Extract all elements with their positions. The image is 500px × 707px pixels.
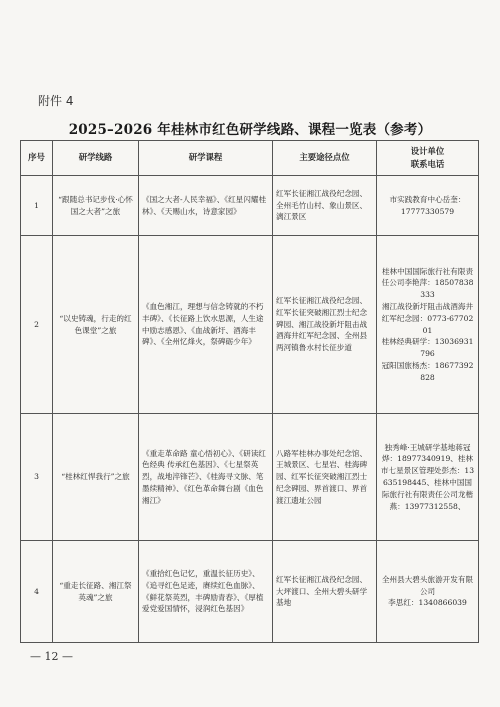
table-row (21, 236, 479, 414)
row-index: 3 (21, 414, 53, 541)
unit-line: 17777330579 (400, 206, 455, 216)
header-route: 研学线路 (53, 141, 139, 176)
header-unit-line1: 设计单位 (410, 145, 445, 156)
route-course-table (20, 140, 479, 643)
row-route: “以史铸魂，行走的红色课堂”之旅 (53, 236, 139, 414)
header-unit-line2: 联系电话 (410, 159, 445, 169)
unit-line: 桂林经典研学：13036931796 (381, 337, 474, 359)
row-course: 《重走革命路 童心悟初心》、《研读红色经典 传承红色基因》、《七星祭英烈，战地淬锋芒》、《桂海寻文脉、笔墨续精神》、《红色革命舞台剧《血色湘江》 (139, 414, 273, 541)
row-route: “桂林红悍我行”之旅 (53, 414, 139, 541)
table-row (21, 414, 479, 541)
row-unit (377, 176, 479, 236)
header-sites: 主要途径点位 (273, 141, 377, 176)
unit-line: 独秀峰·王城研学基地蒋冠烨：18977340919、桂林市七星景区管理处彭杰：13635198445、桂林中国国际旅行社有限责任公司龙楷燕：13977312558、 (380, 442, 475, 511)
unit-line: 桂林中国国际旅行社有限责任公司李艳萍：18507838333 (381, 266, 474, 300)
row-index: 4 (21, 541, 53, 643)
unit-line: 市实践教育中心岳奎： (389, 194, 466, 204)
table-header-row (21, 141, 479, 176)
row-sites: 红军长征湘江战役纪念园、红军长征突破湘江烈士纪念碑园、湘江战役新圩阻击战酒海井红军纪念园、全州县两河镇鲁水村长征步道 (273, 236, 377, 414)
unit-line: 全州县大碧头旅游开发有限公司 (381, 574, 474, 596)
row-route: “重走长征路、湘江祭英魂”之旅 (53, 541, 139, 643)
row-course: 《重拾红色记忆，重温长征历史》、《追寻红色足迹，赓续红色血脉》、《鲜花祭英烈，丰碑励青春》、《厚植爱党爱国情怀，浸润红色基因》 (139, 541, 273, 643)
row-sites: 红军长征湘江战役纪念园、全州毛竹山村、象山景区、漓江景区 (273, 176, 377, 236)
row-index: 1 (21, 176, 53, 236)
row-unit (377, 414, 479, 541)
row-course: 《国之大者-人民幸福》、《红星闪耀桂林》、《天赐山水，诗意家园》 (139, 176, 273, 236)
row-route: “跟随总书记步伐·心怀国之大者”之旅 (53, 176, 139, 236)
row-sites: 红军长征湘江战役纪念园、大坪渡口、全州大碧头研学基地 (273, 541, 377, 643)
row-sites: 八路军桂林办事处纪念馆、王城景区、七星岩、桂海碑园、红军长征突破湘江烈士纪念碑园、界首渡口、界首渡江遗址公园 (273, 414, 377, 541)
unit-line: 李思红：1340866039 (388, 598, 467, 608)
unit-line: 冠阳国旅杨杰：18677392828 (381, 360, 474, 382)
page-title: 2025–2026 年桂林市红色研学线路、课程一览表（参考） (68, 122, 432, 138)
header-index: 序号 (21, 141, 53, 176)
row-unit (377, 236, 479, 414)
header-unit (377, 141, 479, 176)
attachment-label: 附件 4 (38, 94, 74, 108)
row-unit (377, 541, 479, 643)
unit-line: 湘江战役新圩阻击战酒海井红军纪念园：0773-6770201 (381, 301, 474, 335)
row-index: 2 (21, 236, 53, 414)
table-row (21, 176, 479, 236)
page-number: — 12 — (30, 650, 73, 663)
header-course: 研学课程 (139, 141, 273, 176)
row-course: 《血色湘江，理想与信念铸就的不朽丰碑》、《长征路上饮水思源，人生途中励志感恩》、《血战新圩、酒海丰碑》、《全州忆烽火，祭碑砺少年》 (139, 236, 273, 414)
table-row (21, 541, 479, 643)
